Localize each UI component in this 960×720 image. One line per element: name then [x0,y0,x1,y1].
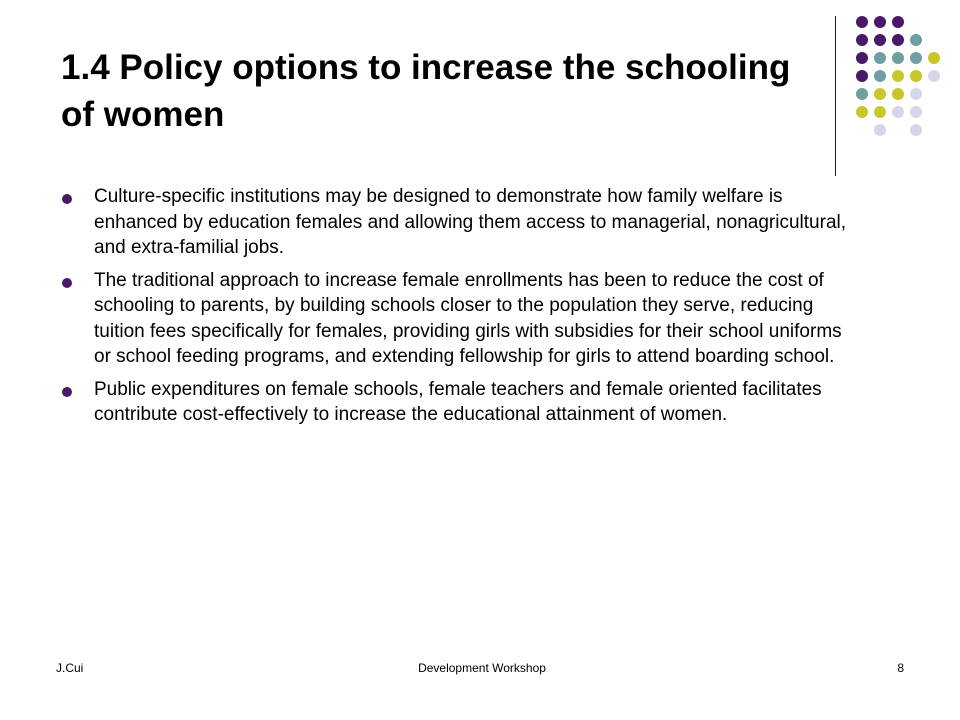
decorative-dot [892,106,904,118]
decorative-dot [874,52,886,64]
decorative-dot [910,106,922,118]
decorative-dot [856,70,868,82]
decorative-dot [892,70,904,82]
decorative-dot [910,88,922,100]
decorative-dot [910,124,922,136]
bullet-text: Culture-specific institutions may be designed to demonstrate how family welfare is enhanced by education females and allowing them access to managerial, nonagricultural, and extra-familial jobs. [94,186,847,258]
decorative-dot [892,34,904,46]
decorative-dot [874,70,886,82]
decorative-dot [874,34,886,46]
decorative-dot [892,16,904,28]
decorative-dot [856,52,868,64]
decorative-dot [874,124,886,136]
bullet-icon [62,278,72,288]
decorative-dot [874,106,886,118]
decorative-dot [928,52,940,64]
bullet-icon [62,194,72,204]
bullet-text: The traditional approach to increase female enrollments has been to reduce the cost of schooling to parents, by building schools closer to the population they serve, reducing tuition fees specifically for females, providing girls with subsidies for their school uniforms or school feeding programs, and extending fellowship for girls to attend boarding school. [94,269,842,367]
bullet-item [60,377,860,428]
decorative-dot [874,88,886,100]
bullet-text: Public expenditures on female schools, female teachers and female oriented facilitates contribute cost-effectively to increase the educational attainment of women. [94,378,822,425]
bullet-list [60,184,860,435]
decorative-dot [856,34,868,46]
slide-title: 1.4 Policy options to increase the schooling of women [61,48,791,134]
decorative-dot [910,70,922,82]
decorative-dot [892,52,904,64]
decorative-dot [856,88,868,100]
decorative-dot [874,16,886,28]
decorative-dot [928,70,940,82]
footer-author: J.Cui [56,661,84,675]
bullet-icon [62,387,72,397]
footer-page-number: 8 [897,661,904,675]
decorative-dot [910,34,922,46]
bullet-item [60,184,860,261]
bullet-item [60,268,860,370]
decorative-dot [856,16,868,28]
footer-event: Development Workshop [418,661,546,675]
title-divider-line [835,16,836,176]
decorative-dot [910,52,922,64]
decorative-dot [892,88,904,100]
decorative-dot [856,106,868,118]
